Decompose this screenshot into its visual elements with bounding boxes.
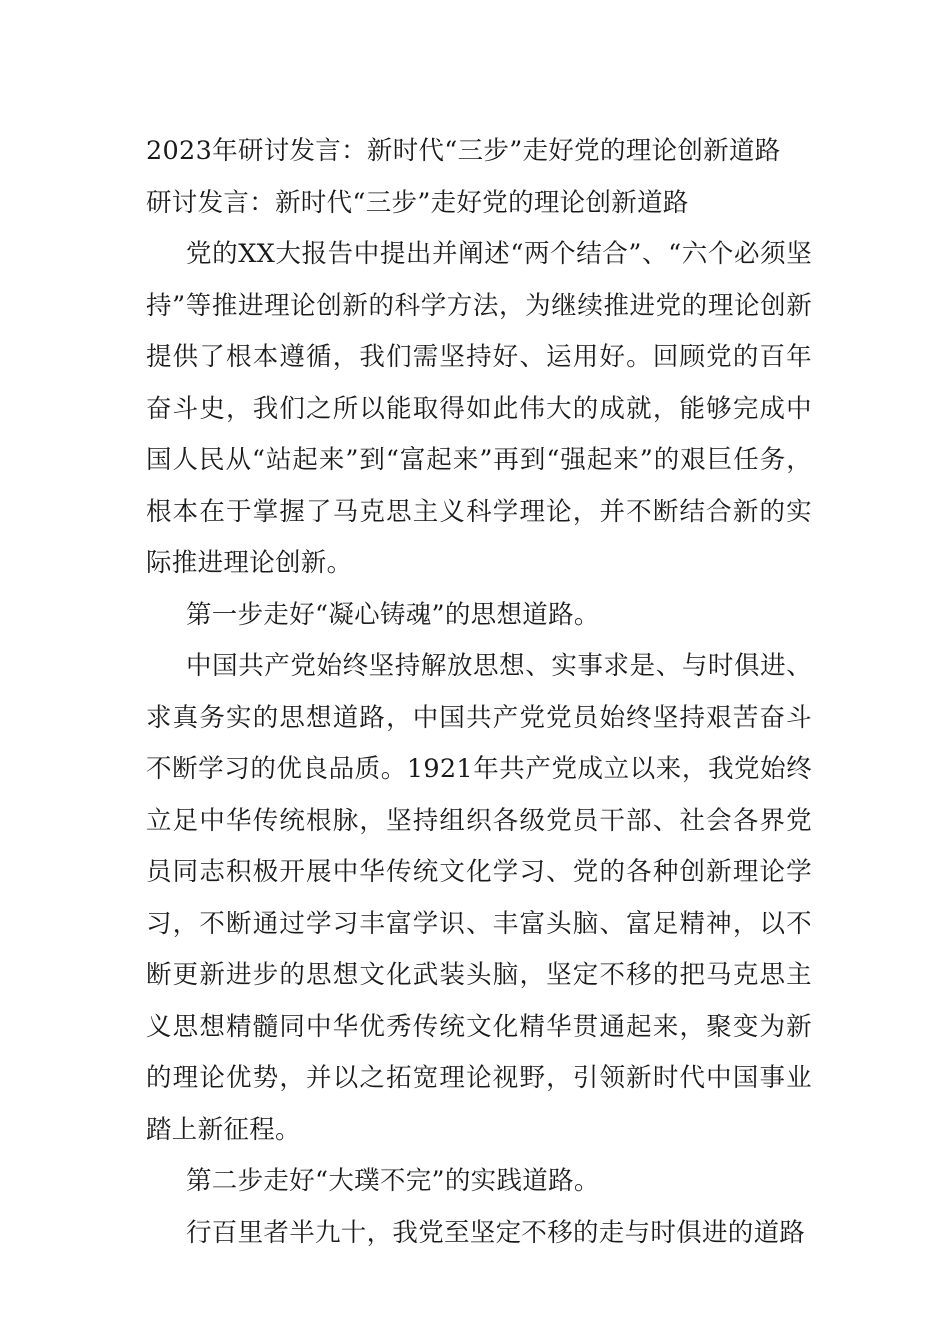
- paragraph-step-two: 行百里者半九十，我党至坚定不移的走与时俱进的道路: [186, 1217, 806, 1248]
- document-body: [146, 126, 812, 1259]
- paragraph-intro: 党的XX大报告中提出并阐述“两个结合”、“六个必须坚持”等推进理论创新的科学方法，为继续推进党的理论创新提供了根本遵循，我们需坚持好、运用好。回顾党的百年奋斗史，我们之所以能取得如此伟大的成就，能够完成中国人民从“站起来”到“富起来”再到“强起来”的艰巨任务，根本在于掌握了马克思主义科学理论，并不断结合新的实际推进理论创新。: [146, 239, 812, 578]
- section-heading-step-two: 第二步走好“大璞不完”的实践道路。: [186, 1166, 600, 1196]
- section-heading-step-one: 第一步走好“凝心铸魂”的思想道路。: [186, 599, 600, 630]
- paragraph-step-one: 中国共产党始终坚持解放思想、实事求是、与时俱进、求真务实的思想道路，中国共产党党员始终坚持艰苦奋斗不断学习的优良品质。1921年共产党成立以来，我党始终立足中华传统根脉，坚持组织各级党员干部、社会各界党员同志积极开展中华传统文化学习、党的各种创新理论学习，不断通过学习丰富学识、丰富头脑、富足精神，以不断更新进步的思想文化武装头脑，坚定不移的把马克思主义思想精髓同中华优秀传统文化精华贯通起来，聚变为新的理论优势，并以之拓宽理论视野，引领新时代中国事业踏上新征程。: [146, 651, 812, 1145]
- document-title: 2023年研讨发言：新时代“三步”走好党的理论创新道路: [146, 136, 781, 166]
- document-subtitle: 研讨发言：新时代“三步”走好党的理论创新道路: [146, 187, 689, 218]
